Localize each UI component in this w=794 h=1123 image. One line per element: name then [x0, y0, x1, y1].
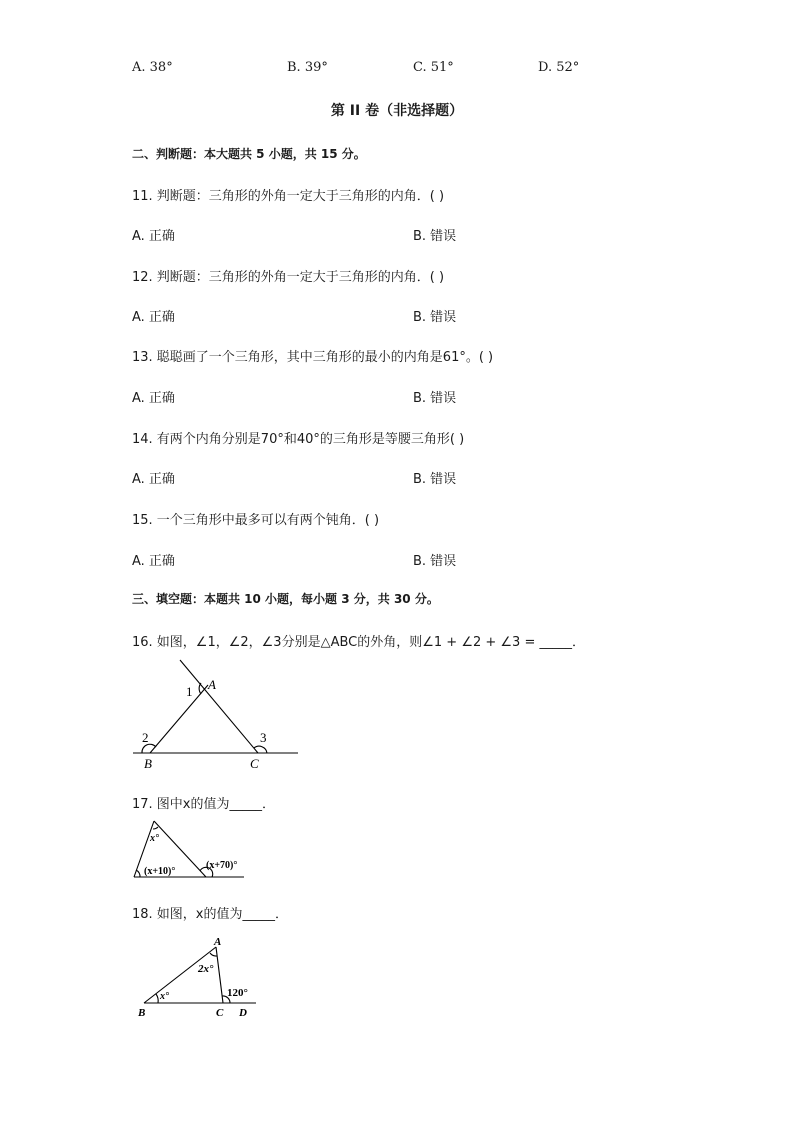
q14-stem: 14. 有两个内角分别是70°和40°的三角形是等腰三角形( )	[132, 432, 465, 447]
q18-label-d: D	[239, 1007, 247, 1019]
q18-label-angle-a: 2x°	[198, 963, 214, 975]
q18-label-a: A	[214, 936, 222, 948]
q12-option-a: A. 正确	[132, 310, 175, 325]
part3-heading: 三、填空题：本题共 10 小题，每小题 3 分，共 30 分。	[132, 592, 439, 606]
q16-figure	[128, 652, 308, 772]
q11-option-a: A. 正确	[132, 229, 175, 244]
part2-heading: 二、判断题：本大题共 5 小题，共 15 分。	[132, 147, 366, 161]
q15-stem: 15. 一个三角形中最多可以有两个钝角．( )	[132, 513, 380, 528]
option-b: B. 39°	[287, 60, 328, 75]
q18-label-ext: 120°	[227, 987, 248, 999]
q13-stem: 13. 聪聪画了一个三角形，其中三角形的最小的内角是61°。( )	[132, 350, 494, 365]
q16-label-b: B	[144, 756, 152, 771]
q16-angle-arc-3	[254, 746, 267, 753]
option-c: C. 51°	[413, 60, 454, 75]
q16-label-2: 2	[142, 730, 149, 745]
q17-figure	[128, 815, 253, 885]
q14-option-a: A. 正确	[132, 472, 175, 487]
q13-option-a: A. 正确	[132, 391, 175, 406]
q16-label-1: 1	[186, 684, 193, 699]
q18-figure	[128, 930, 268, 1022]
q17-label-top: x°	[150, 833, 159, 844]
option-a: A. 38°	[132, 60, 173, 75]
q17-stem: 17. 图中x的值为_____．	[132, 797, 276, 812]
q18-arc-b	[156, 994, 158, 1003]
q12-stem: 12. 判断题：三角形的外角一定大于三角形的内角．( )	[132, 270, 445, 285]
q17-label-left: (x+10)°	[144, 866, 176, 877]
q13-option-b: B. 错误	[413, 391, 457, 406]
q17-top-arc	[153, 827, 158, 829]
q16-line-ac	[180, 660, 258, 753]
q17-label-right: (x+70)°	[206, 860, 238, 871]
q18-label-angle-b: x°	[160, 991, 169, 1002]
q11-stem: 11. 判断题：三角形的外角一定大于三角形的内角．( )	[132, 189, 445, 204]
q15-option-b: B. 错误	[413, 554, 457, 569]
q15-option-a: A. 正确	[132, 554, 175, 569]
q11-option-b: B. 错误	[413, 229, 457, 244]
section-title: 第 II 卷（非选择题）	[330, 103, 464, 119]
q18-stem: 18. 如图，x的值为_____．	[132, 907, 289, 922]
q12-option-b: B. 错误	[413, 310, 457, 325]
q16-label-c: C	[250, 756, 259, 771]
q18-side-ac	[216, 947, 223, 1003]
q18-label-c: C	[216, 1007, 224, 1019]
q16-label-3: 3	[260, 730, 267, 745]
q16-stem: 16. 如图，∠1，∠2，∠3分别是△ABC的外角，则∠1 + ∠2 + ∠3 = _____．	[132, 635, 585, 650]
q14-option-b: B. 错误	[413, 472, 457, 487]
q16-label-a: A	[208, 677, 216, 692]
option-d: D. 52°	[538, 60, 580, 75]
q16-line-ab	[150, 685, 208, 753]
q18-arc-a	[210, 953, 217, 956]
q18-label-b: B	[138, 1007, 146, 1019]
q18-side-ba	[144, 947, 216, 1003]
